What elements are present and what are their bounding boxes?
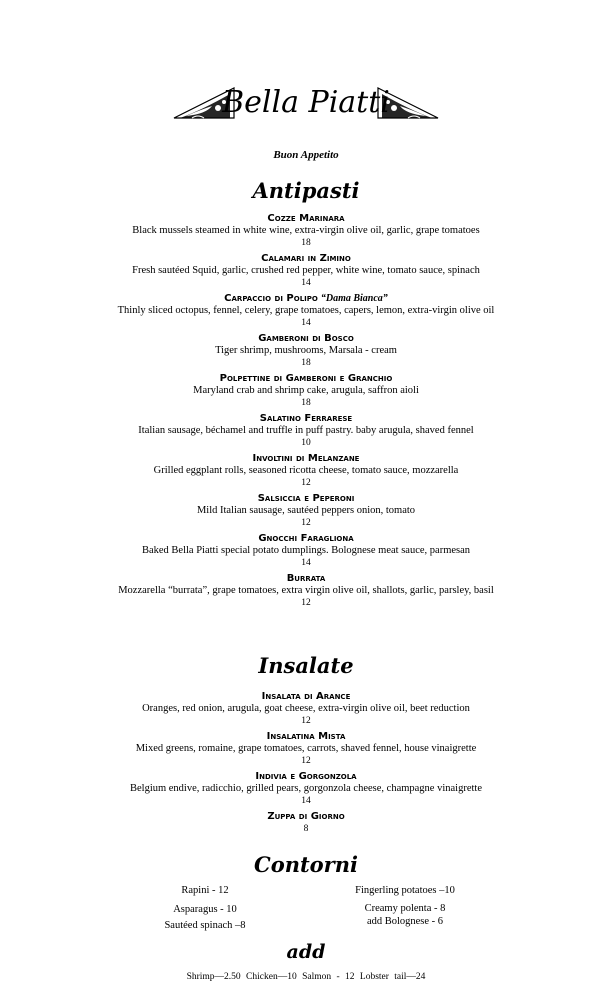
menu-item xyxy=(0,532,612,569)
contorni-left-2: Asparagus - 10 xyxy=(173,904,237,915)
menu-item-name xyxy=(0,412,612,425)
menu-item-description: Maryland crab and shrimp cake, arugula, saffron aioli xyxy=(193,385,419,396)
menu-item-price: 12 xyxy=(301,716,311,726)
menu-item-name xyxy=(0,252,612,265)
menu-item-name xyxy=(0,332,612,345)
menu-item xyxy=(0,332,612,369)
menu-item-name-text: Involtini di Melanzane xyxy=(252,453,360,464)
menu-item-name-text: Polpettine di Gamberoni e Granchio xyxy=(219,373,393,384)
menu-item-name-text: Burrata xyxy=(286,573,326,584)
menu-item-name-text: Zuppa di Giorno xyxy=(267,811,345,822)
menu-item-description: Black mussels steamed in white wine, extra-virgin olive oil, garlic, grape tomatoes xyxy=(132,225,480,236)
menu-item-price: 18 xyxy=(301,238,311,248)
antipasti-list xyxy=(0,212,612,612)
menu-item-price: 12 xyxy=(301,756,311,766)
restaurant-logo xyxy=(172,84,440,122)
contorni-right-3: add Bolognese - 6 xyxy=(366,916,444,927)
menu-item-price: 12 xyxy=(301,598,311,608)
menu-item xyxy=(0,292,612,329)
menu-item-name xyxy=(0,572,612,585)
menu-item xyxy=(0,572,612,609)
menu-item xyxy=(0,690,612,727)
menu-item-description: Oranges, red onion, arugula, goat cheese, extra-virgin olive oil, beet reduction xyxy=(142,703,470,714)
menu-item xyxy=(0,770,612,807)
menu-item-price: 12 xyxy=(301,478,311,488)
add-ons-line: Shrimp—2.50 Chicken—10 Salmon - 12 Lobster tail—24 xyxy=(186,972,426,982)
menu-item-name-text: Insalata di Arance xyxy=(261,691,351,702)
menu-item-name xyxy=(0,730,612,743)
menu-item-name xyxy=(0,372,612,385)
menu-item-price: 14 xyxy=(301,318,311,328)
menu-item-name-text: Cozze Marinara xyxy=(267,213,345,224)
section-title-add: add xyxy=(286,941,326,963)
menu-item-price: 12 xyxy=(301,518,311,528)
menu-item-price: 14 xyxy=(301,558,311,568)
menu-item-price: 14 xyxy=(301,278,311,288)
menu-item-name-text: Gnocchi Faragliona xyxy=(258,533,354,544)
section-title-insalate: Insalate xyxy=(258,653,354,678)
contorni-right-2: Creamy polenta - 8 xyxy=(364,903,446,914)
menu-item-name xyxy=(0,212,612,225)
section-title-contorni: Contorni xyxy=(253,852,358,877)
menu-item-name-text: Salatino Ferrarese xyxy=(259,413,353,424)
menu-item-description: Italian sausage, béchamel and truffle in puff pastry. baby arugula, shaved fennel xyxy=(138,425,474,436)
menu-item-description: Grilled eggplant rolls, seasoned ricotta cheese, tomato sauce, mozzarella xyxy=(153,465,459,476)
menu-item xyxy=(0,252,612,289)
menu-item xyxy=(0,212,612,249)
contorni-left-1: Rapini - 12 xyxy=(181,885,229,896)
menu-item-description: Baked Bella Piatti special potato dumplings. Bolognese meat sauce, parmesan xyxy=(141,545,471,556)
menu-item-description: Thinly sliced octopus, fennel, celery, grape tomatoes, capers, lemon, extra-virgin olive oil xyxy=(117,305,495,316)
menu-item-price: 18 xyxy=(301,358,311,368)
menu-item-name-text: Calamari in Zimino xyxy=(261,253,351,264)
menu-item xyxy=(0,492,612,529)
menu-item-description: Mixed greens, romaine, grape tomatoes, carrots, shaved fennel, house vinaigrette xyxy=(135,743,477,754)
menu-item-price: 14 xyxy=(301,796,311,806)
menu-item-price: 18 xyxy=(301,398,311,408)
contorni-right-1: Fingerling potatoes –10 xyxy=(355,885,455,896)
menu-item xyxy=(0,412,612,449)
insalate-list xyxy=(0,690,612,838)
contorni-left-3: Sautéed spinach –8 xyxy=(164,920,246,931)
menu-item-name xyxy=(0,532,612,545)
menu-item-name-text: Salsiccia e Peperoni xyxy=(257,493,355,504)
menu-item-description: Fresh sautéed Squid, garlic, crushed red pepper, white wine, tomato sauce, spinach xyxy=(132,265,480,276)
menu-item-name-text: Gamberoni di Bosco xyxy=(258,333,354,344)
menu-item xyxy=(0,730,612,767)
menu-item-description: Mozzarella “burrata”, grape tomatoes, extra virgin olive oil, shallots, garlic, parsley, basil xyxy=(118,585,494,596)
logo-text: Bella Piatti xyxy=(222,85,390,120)
menu-item xyxy=(0,810,612,835)
menu-item-name-text: Indivia e Gorgonzola xyxy=(255,771,357,782)
menu-item-note: “Dama Bianca” xyxy=(320,293,388,304)
section-title-antipasti: Antipasti xyxy=(252,178,360,203)
menu-item xyxy=(0,452,612,489)
menu-item-name xyxy=(0,492,612,505)
menu-item-name xyxy=(0,292,612,305)
tagline: Buon Appetito xyxy=(273,149,339,161)
menu-item-description: Belgium endive, radicchio, grilled pears, gorgonzola cheese, champagne vinaigrette xyxy=(129,783,482,794)
menu-item xyxy=(0,372,612,409)
menu-item-name-text: Carpaccio di Polipo xyxy=(224,293,318,304)
menu-item-price: 8 xyxy=(303,824,309,834)
menu-item-description: Mild Italian sausage, sautéed peppers onion, tomato xyxy=(196,505,416,516)
menu-item-name-text: Insalatina Mista xyxy=(266,731,346,742)
menu-item-name xyxy=(0,810,612,823)
menu-item-price: 10 xyxy=(301,438,311,448)
menu-item-name xyxy=(0,452,612,465)
menu-item-name xyxy=(0,690,612,703)
menu-item-name xyxy=(0,770,612,783)
menu-item-description: Tiger shrimp, mushrooms, Marsala - cream xyxy=(215,345,397,356)
